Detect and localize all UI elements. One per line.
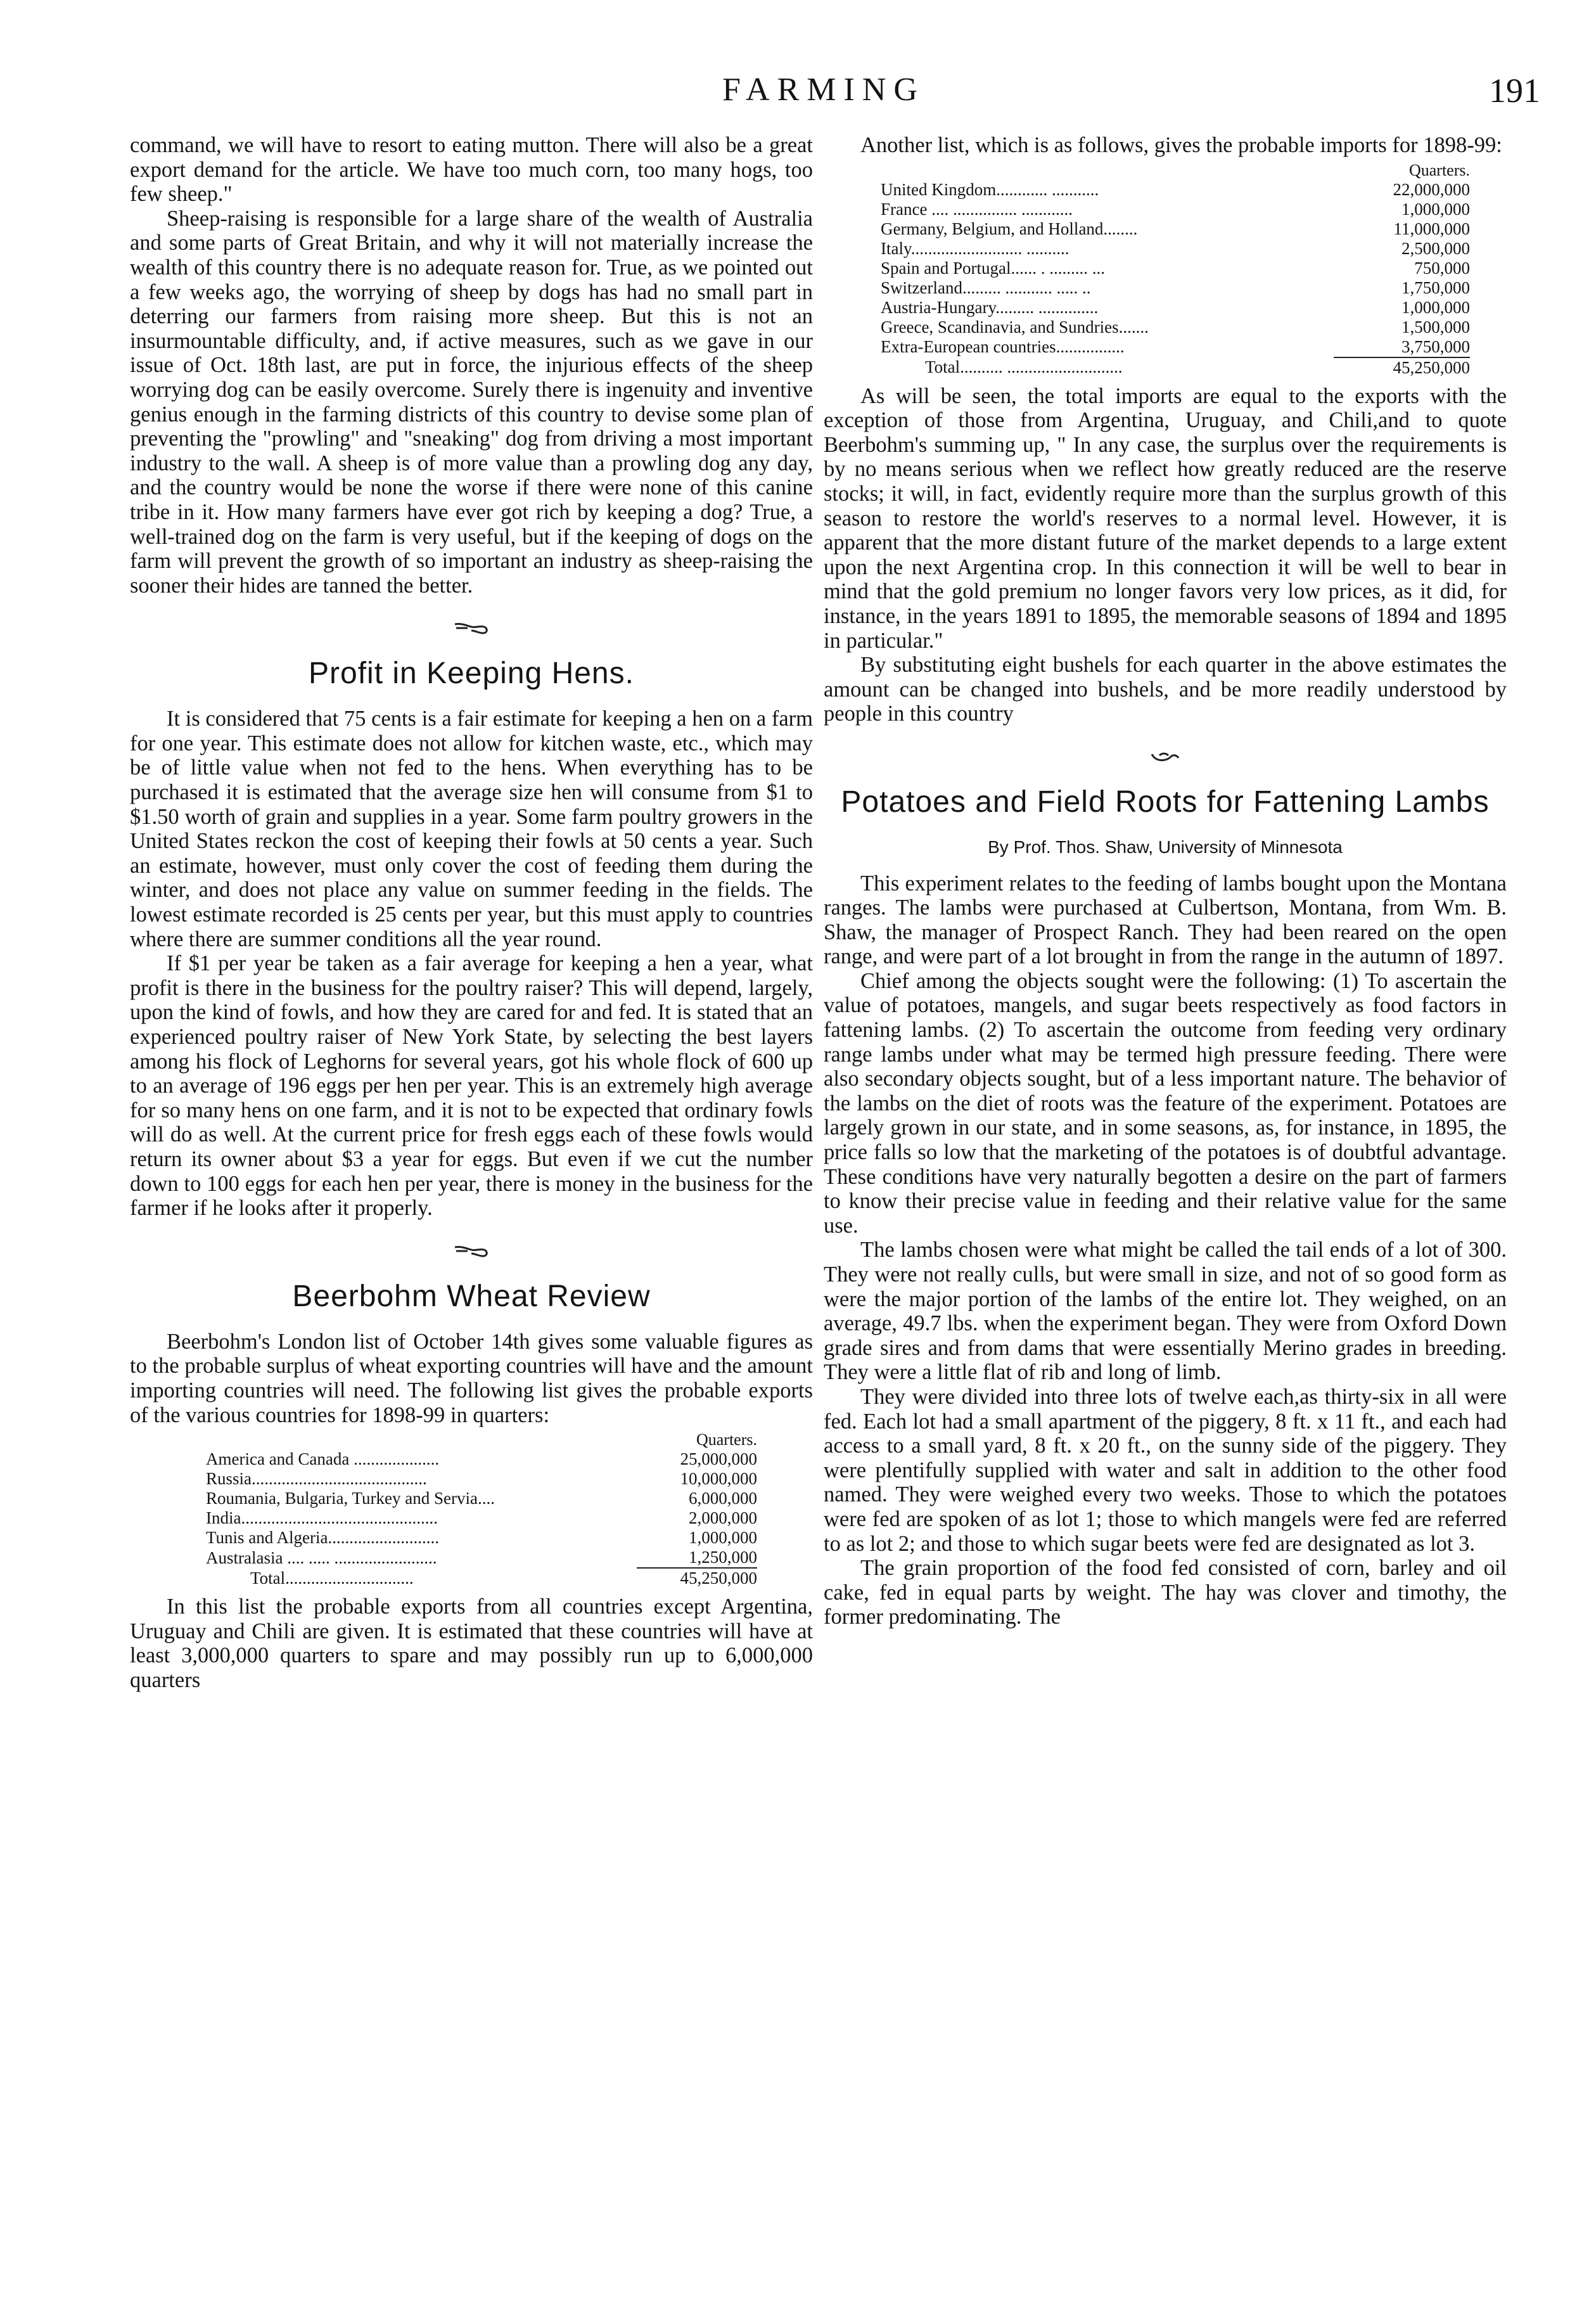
- left-column: [130, 133, 813, 1693]
- paragraph: command, we will have to resort to eating mutton. There will also be a great export demand for the article. We have too much corn, too many hogs, too few sheep.": [130, 133, 813, 207]
- paragraph: Another list, which is as follows, gives the probable imports for 1898-99:: [860, 133, 1502, 157]
- article-byline: By Prof. Thos. Shaw, University of Minnesota: [988, 837, 1343, 857]
- exports-table-wrap: [206, 1430, 757, 1588]
- table-total-row: Total.............................. 45,250,000: [250, 1568, 757, 1588]
- section-divider-ornament: [824, 740, 1507, 772]
- paragraph: As will be seen, the total imports are equal to the exports with the exception of those from Argentina, Uruguay, and Chili,and to quote Beerbohm's summing up, " In any case, the surplus over the requirements is by no means serious when we reflect how greatly reduced are the reserve stocks; it will, in fact, evidently require more than the surplus growth of this season to restore the world's reserves to a normal level. However, it is apparent that the more distant future of the market depends to a large extent upon the next Argentina crop. In this connection it will be well to bear in mind that the gold premium no longer favors very low prices, as it did, for instance, in the years 1891 to 1895, the memorable seasons of 1894 and 1895 in particular.": [824, 383, 1507, 653]
- paragraph: If $1 per year be taken as a fair average for keeping a hen a year, what profit is there in the business for the poultry raiser? This will depend, largely, upon the kind of fowls, and how they are cared for and fed. It is stated that an experienced poultry raiser of New York State, by selecting the best layers among his flock of Leghorns for several years, got his whole flock of 600 up to an average of 196 eggs per hen per year. This is an extremely high average for so many hens on one farm, and it is not to be expected that ordinary fowls will do as well. At the current price for fresh eggs each of these fowls would return its owner about $3 a year for eggs. But even if we cut the number down to 100 eggs for each hen per year, there is money in the business for the farmer if he looks after it properly.: [130, 951, 813, 1221]
- hand-ornament-icon: [452, 619, 490, 636]
- leaf-ornament-icon: [1149, 750, 1181, 764]
- hand-ornament-icon: [452, 1242, 490, 1259]
- imports-unit: Quarters.: [1408, 160, 1470, 179]
- imports-table: [881, 160, 1470, 378]
- table-row: Germany, Belgium, and Holland........ 11,000,000: [881, 219, 1470, 238]
- table-row: America and Canada .................... 25,000,000: [206, 1449, 757, 1469]
- paragraph: They were divided into three lots of twelve each,as thirty-six in all were fed. Each lot had a small apartment of the piggery, 8 ft. x 11 ft., and each had access to a small yard, 8 ft. x 20 ft., on the sunny side of the piggery. They were plentifully supplied with water and salt in addition to the other food named. They were weighed every two weeks. Those to which the potatoes were fed are spoken of as lot 1; those to which mangels were fed are referred to as lot 2; and those to which sugar beets were fed are designated as lot 3.: [824, 1384, 1507, 1556]
- paragraph: Beerbohm's London list of October 14th gives some valuable figures as to the probable surplus of wheat exporting countries will have and the amount importing countries will need. The following list gives the probable exports of the various countries for 1898-99 in quarters:: [130, 1329, 813, 1427]
- running-title: FARMING: [722, 72, 925, 108]
- table-total-row: Total.......... ........................... 45,250,000: [925, 357, 1470, 377]
- table-row: Tunis and Algeria.......................... 1,000,000: [206, 1528, 757, 1548]
- table-row: Italy.......................... .......... 2,500,000: [881, 238, 1470, 258]
- table-row: Australasia .... ..... ........................ 1,250,000: [206, 1548, 757, 1567]
- paragraph: By substituting eight bushels for each quarter in the above estimates the amount can be changed into bushels, and be more readily understood by people in this country: [824, 653, 1507, 726]
- table-row: Greece, Scandinavia, and Sundries....... 1,500,000: [881, 317, 1470, 337]
- imports-table-wrap: [881, 160, 1470, 378]
- wheat-article-title: Beerbohm Wheat Review: [292, 1279, 651, 1313]
- table-row: Russia......................................... 10,000,000: [206, 1469, 757, 1489]
- paragraph: It is considered that 75 cents is a fair estimate for keeping a hen on a farm for one year. This estimate does not allow for kitchen waste, etc., which may be of little value when not fed to the hens. When everything has to be purchased it is estimated that the average size hen will consume from $1 to $1.50 worth of grain and supplies in a year. Some farm poultry growers in the United States reckon the cost of keeping their fowls at 50 cents a year. Such an estimate, however, must only cover the cost of feeding them during the winter, and does not place any value on summer feeding in the fields. The lowest estimate recorded is 25 cents per year, but this must apply to countries where there are summer conditions all the year round.: [130, 707, 813, 951]
- paragraph: In this list the probable exports from all countries except Argentina, Uruguay and Chili are given. It is estimated that these countries will have at least 3,000,000 quarters to spare and may possibly run up to 6,000,000 quarters: [130, 1595, 813, 1692]
- lambs-article-title: Potatoes and Field Roots for Fattening Lambs: [841, 785, 1490, 819]
- table-row: Spain and Portugal...... . ......... ... 750,000: [881, 258, 1470, 278]
- table-row: Switzerland......... ........... ..... .. 1,750,000: [881, 278, 1470, 297]
- table-row: Extra-European countries................ 3,750,000: [881, 337, 1470, 357]
- paragraph: This experiment relates to the feeding of lambs bought upon the Montana ranges. The lambs were purchased at Culbertson, Montana, from Wm. B. Shaw, the manager of Prospect Ranch. They had been reared on the open range, and were part of a lot brought in from the range in the autumn of 1897.: [824, 871, 1507, 969]
- page-number: 191: [1489, 72, 1540, 110]
- exports-table: [206, 1430, 757, 1588]
- paragraph: The lambs chosen were what might be called the tail ends of a lot of 300. They were not really culls, but were small in size, and not of so good form as were the major portion of the lambs of the entire lot. They weighed, on an average, 49.7 lbs. when the experiment began. They were from Oxford Down grade sires and from dams that were essentially Merino grades in breeding. They were a little flat of rib and long of limb.: [824, 1238, 1507, 1385]
- exports-unit: Quarters.: [696, 1430, 757, 1449]
- section-divider-ornament: [130, 1235, 813, 1266]
- paragraph: The grain proportion of the food fed consisted of corn, barley and oil cake, fed in equal parts by weight. The hay was clover and timothy, the former predominating. The: [824, 1556, 1507, 1629]
- section-divider-ornament: [130, 612, 813, 643]
- table-row: Austria-Hungary......... .............. 1,000,000: [881, 297, 1470, 317]
- paragraph: Sheep-raising is responsible for a large share of the wealth of Australia and some parts of Great Britain, and why it will not materially increase the wealth of this country there is no adequate reason for. True, as we pointed out a few weeks ago, the worrying of sheep by dogs has had no small part in deterring our farmers from raising more sheep. But this is not an insurmountable difficulty, and, if active measures, such as we gave in our issue of Oct. 18th last, are put in force, the injurious effects of the sheep worrying dog can be easily overcome. Surely there is ingenuity and inventive genius enough in the farming districts of this country to devise some plan of preventing the "prowling" and "sneaking" dog from driving a most important industry to the wall. A sheep is of more value than a prowling dog any day, and the country would be none the worse if there were none of this canine tribe in it. How many farmers have ever got rich by keeping a dog? True, a well-trained dog on the farm is very useful, but if the keeping of dogs on the farm will prevent the growth of so important an industry as sheep-raising the sooner their hides are tanned the better.: [130, 206, 813, 598]
- table-row: United Kingdom............ ........... 22,000,000: [881, 179, 1470, 199]
- table-row: France .... ............... ............ 1,000,000: [881, 199, 1470, 219]
- table-row: Roumania, Bulgaria, Turkey and Servia.... 6,000,000: [206, 1489, 757, 1508]
- running-head: [0, 71, 1596, 115]
- right-column: [824, 133, 1507, 1629]
- table-row: India.............................................. 2,000,000: [206, 1508, 757, 1528]
- paragraph: Chief among the objects sought were the following: (1) To ascertain the value of potatoes, mangels, and sugar beets respectively as food factors in fattening lambs. (2) To ascertain the outcome from feeding very ordinary range lambs under what may be termed high pressure feeding. There were also secondary objects sought, but of a less important nature. The behavior of the lambs on the diet of roots was the feature of the experiment. Potatoes are largely grown in our state, and in some seasons, as, for instance, in 1895, the price falls so low that the marketing of the potatoes is of doubtful advantage. These conditions have very naturally begotten a desire on the part of farmers to know their precise value in feeding and their relative value for the same use.: [824, 968, 1507, 1238]
- hens-article-title: Profit in Keeping Hens.: [309, 657, 634, 691]
